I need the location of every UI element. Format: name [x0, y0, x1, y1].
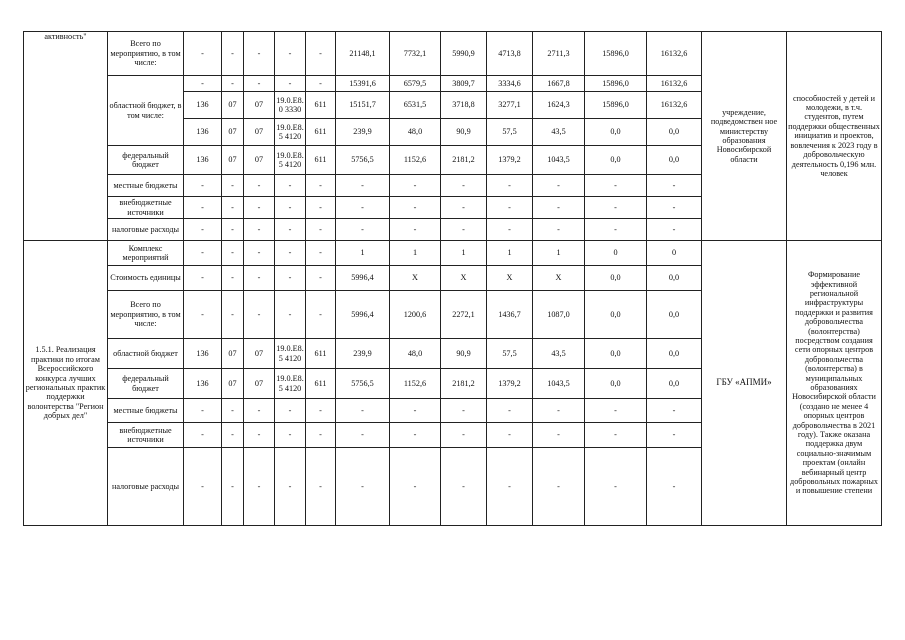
budget-cell: -: [275, 32, 306, 76]
budget-cell: 0,0: [647, 266, 702, 291]
budget-cell: 07: [244, 339, 275, 369]
budget-cell: -: [184, 266, 222, 291]
budget-cell: -: [306, 219, 336, 241]
responsible-organization-cell: учреждение, подведомствен ное министерству образования Новосибирской области: [702, 32, 787, 241]
budget-cell: -: [390, 197, 441, 219]
budget-cell: -: [585, 399, 647, 423]
budget-cell: -: [222, 76, 244, 92]
budget-cell: 0,0: [585, 266, 647, 291]
budget-cell: 1: [441, 241, 487, 266]
budget-cell: 239,9: [336, 119, 390, 146]
budget-cell: -: [275, 399, 306, 423]
budget-cell: -: [585, 448, 647, 526]
budget-cell: -: [647, 197, 702, 219]
budget-cell: 7732,1: [390, 32, 441, 76]
budget-cell: -: [244, 423, 275, 448]
budget-cell: 136: [184, 339, 222, 369]
budget-cell: 15896,0: [585, 76, 647, 92]
budget-cell: 5996,4: [336, 266, 390, 291]
budget-cell: -: [306, 448, 336, 526]
budget-cell: -: [222, 175, 244, 197]
budget-cell: 07: [244, 146, 275, 175]
budget-cell: -: [390, 175, 441, 197]
budget-cell: 21148,1: [336, 32, 390, 76]
budget-cell: 4713,8: [487, 32, 533, 76]
event-name-cell: активность": [24, 32, 108, 241]
budget-cell: 19.0.E8.0 3330: [275, 92, 306, 119]
budget-cell: 19.0.E8.5 4120: [275, 339, 306, 369]
budget-cell: -: [222, 219, 244, 241]
budget-cell: -: [184, 241, 222, 266]
budget-cell: -: [222, 291, 244, 339]
budget-cell: -: [306, 76, 336, 92]
budget-cell: -: [533, 219, 585, 241]
budget-cell: -: [487, 175, 533, 197]
budget-cell: -: [306, 291, 336, 339]
budget-cell: -: [184, 197, 222, 219]
budget-cell: 1379,2: [487, 369, 533, 399]
budget-cell: -: [222, 448, 244, 526]
funding-source-label: Комплекс мероприятий: [108, 241, 184, 266]
budget-cell: 48,0: [390, 119, 441, 146]
budget-cell: -: [222, 241, 244, 266]
budget-cell: -: [244, 241, 275, 266]
budget-cell: 1152,6: [390, 146, 441, 175]
budget-cell: -: [306, 399, 336, 423]
budget-cell: 15391,6: [336, 76, 390, 92]
budget-cell: Х: [533, 266, 585, 291]
budget-cell: -: [390, 423, 441, 448]
budget-cell: 1624,3: [533, 92, 585, 119]
budget-cell: 611: [306, 339, 336, 369]
budget-cell: -: [184, 76, 222, 92]
budget-cell: -: [390, 219, 441, 241]
budget-cell: 57,5: [487, 339, 533, 369]
budget-cell: 5996,4: [336, 291, 390, 339]
budget-cell: 0,0: [585, 146, 647, 175]
funding-source-label: Всего по мероприятию, в том числе:: [108, 32, 184, 76]
budget-cell: 1200,6: [390, 291, 441, 339]
budget-cell: -: [275, 423, 306, 448]
budget-cell: -: [275, 291, 306, 339]
budget-cell: -: [275, 76, 306, 92]
funding-source-label: федеральный бюджет: [108, 369, 184, 399]
budget-cell: 19.0.E8.5 4120: [275, 146, 306, 175]
budget-cell: -: [336, 423, 390, 448]
budget-cell: -: [275, 175, 306, 197]
budget-cell: 2181,2: [441, 369, 487, 399]
budget-cell: 611: [306, 119, 336, 146]
budget-cell: 239,9: [336, 339, 390, 369]
budget-cell: -: [487, 448, 533, 526]
budget-cell: -: [222, 423, 244, 448]
budget-cell: 1379,2: [487, 146, 533, 175]
budget-cell: 19.0.E8.5 4120: [275, 119, 306, 146]
budget-cell: 2181,2: [441, 146, 487, 175]
budget-cell: -: [533, 175, 585, 197]
funding-source-label: областной бюджет, в том числе:: [108, 76, 184, 146]
budget-cell: -: [184, 448, 222, 526]
budget-cell: 07: [244, 369, 275, 399]
budget-cell: 0,0: [585, 339, 647, 369]
budget-cell: -: [390, 399, 441, 423]
budget-cell: 6531,5: [390, 92, 441, 119]
budget-cell: 16132,6: [647, 32, 702, 76]
budget-cell: -: [647, 175, 702, 197]
budget-cell: -: [336, 399, 390, 423]
budget-cell: 43,5: [533, 119, 585, 146]
expected-result-cell: Формирование эффективной региональной инфраструктуры поддержки и развития добровольчества (волонтерства) посредством создания сети опорных центров добровольчества (волонтерства) в муниципальных образованиях Новосибирской области (создано не менее 4 опорных центров добровольчества в 2021 году). Также оказана поддержка двум социально-значимым проектам (онлайн вебинарный центр добровольных пожарных и повышение степени: [787, 241, 882, 526]
funding-source-label: местные бюджеты: [108, 399, 184, 423]
funding-source-label: местные бюджеты: [108, 175, 184, 197]
budget-cell: 15896,0: [585, 92, 647, 119]
budget-cell: 0: [585, 241, 647, 266]
budget-cell: -: [222, 266, 244, 291]
budget-cell: 136: [184, 92, 222, 119]
budget-cell: -: [275, 266, 306, 291]
budget-cell: 07: [244, 119, 275, 146]
budget-cell: -: [244, 197, 275, 219]
budget-cell: 136: [184, 146, 222, 175]
funding-source-label: Стоимость единицы: [108, 266, 184, 291]
budget-cell: -: [184, 175, 222, 197]
budget-cell: 0,0: [647, 339, 702, 369]
budget-cell: -: [275, 219, 306, 241]
budget-cell: 1: [533, 241, 585, 266]
budget-cell: 48,0: [390, 339, 441, 369]
budget-cell: 1436,7: [487, 291, 533, 339]
budget-cell: 0,0: [585, 369, 647, 399]
budget-cell: -: [184, 291, 222, 339]
budget-table-body: [24, 32, 882, 526]
budget-cell: -: [533, 423, 585, 448]
budget-cell: -: [647, 399, 702, 423]
funding-source-label: налоговые расходы: [108, 219, 184, 241]
budget-cell: -: [585, 423, 647, 448]
budget-cell: 90,9: [441, 119, 487, 146]
funding-source-label: областной бюджет: [108, 339, 184, 369]
budget-cell: 19.0.E8.5 4120: [275, 369, 306, 399]
budget-cell: -: [647, 423, 702, 448]
budget-cell: 1043,5: [533, 146, 585, 175]
budget-cell: 1087,0: [533, 291, 585, 339]
event-name-cell: 1.5.1. Реализация практики по итогам Всероссийского конкурса лучших региональных практик поддержки волонтерства "Регион добрых дел": [24, 241, 108, 526]
budget-cell: -: [306, 423, 336, 448]
budget-cell: 07: [222, 92, 244, 119]
budget-cell: -: [244, 219, 275, 241]
budget-cell: -: [184, 399, 222, 423]
budget-cell: 0: [647, 241, 702, 266]
budget-cell: -: [222, 32, 244, 76]
budget-cell: 136: [184, 119, 222, 146]
budget-cell: 3809,7: [441, 76, 487, 92]
budget-cell: -: [244, 399, 275, 423]
budget-cell: -: [184, 32, 222, 76]
budget-cell: 611: [306, 146, 336, 175]
budget-cell: 0,0: [647, 369, 702, 399]
budget-cell: 0,0: [647, 146, 702, 175]
budget-cell: -: [585, 175, 647, 197]
budget-cell: 07: [222, 146, 244, 175]
budget-cell: 0,0: [585, 119, 647, 146]
budget-cell: 1: [390, 241, 441, 266]
budget-cell: Х: [487, 266, 533, 291]
budget-cell: 3718,8: [441, 92, 487, 119]
budget-cell: -: [487, 197, 533, 219]
budget-cell: -: [244, 175, 275, 197]
budget-cell: -: [585, 219, 647, 241]
budget-cell: -: [275, 241, 306, 266]
budget-cell: -: [441, 423, 487, 448]
budget-cell: -: [306, 241, 336, 266]
budget-cell: -: [441, 448, 487, 526]
table-row: [24, 241, 882, 266]
budget-cell: 07: [222, 119, 244, 146]
budget-cell: -: [441, 175, 487, 197]
budget-cell: -: [222, 197, 244, 219]
budget-cell: 1667,8: [533, 76, 585, 92]
budget-cell: 136: [184, 369, 222, 399]
funding-source-label: налоговые расходы: [108, 448, 184, 526]
budget-cell: 16132,6: [647, 92, 702, 119]
budget-cell: 6579,5: [390, 76, 441, 92]
funding-source-label: федеральный бюджет: [108, 146, 184, 175]
budget-cell: -: [487, 399, 533, 423]
budget-cell: -: [336, 219, 390, 241]
budget-cell: 16132,6: [647, 76, 702, 92]
budget-cell: 3334,6: [487, 76, 533, 92]
budget-cell: Х: [390, 266, 441, 291]
budget-cell: 1: [336, 241, 390, 266]
budget-cell: -: [306, 175, 336, 197]
budget-cell: -: [306, 197, 336, 219]
budget-cell: -: [487, 219, 533, 241]
budget-cell: -: [336, 448, 390, 526]
budget-cell: -: [647, 448, 702, 526]
budget-cell: -: [647, 219, 702, 241]
budget-cell: -: [441, 197, 487, 219]
budget-cell: -: [336, 175, 390, 197]
table-row: [24, 32, 882, 76]
budget-cell: -: [222, 399, 244, 423]
budget-cell: -: [336, 197, 390, 219]
budget-cell: -: [306, 32, 336, 76]
budget-cell: -: [533, 197, 585, 219]
budget-cell: 2711,3: [533, 32, 585, 76]
budget-cell: -: [585, 197, 647, 219]
budget-cell: 15151,7: [336, 92, 390, 119]
budget-cell: 611: [306, 92, 336, 119]
responsible-organization-cell: ГБУ «АПМИ»: [702, 241, 787, 526]
budget-cell: -: [533, 399, 585, 423]
budget-cell: -: [306, 266, 336, 291]
budget-cell: 07: [222, 339, 244, 369]
budget-cell: 0,0: [585, 291, 647, 339]
budget-cell: 15896,0: [585, 32, 647, 76]
budget-cell: 2272,1: [441, 291, 487, 339]
budget-cell: 43,5: [533, 339, 585, 369]
budget-cell: 3277,1: [487, 92, 533, 119]
budget-cell: -: [244, 448, 275, 526]
budget-cell: 1043,5: [533, 369, 585, 399]
budget-cell: 07: [222, 369, 244, 399]
budget-cell: Х: [441, 266, 487, 291]
budget-cell: 1: [487, 241, 533, 266]
budget-cell: 1152,6: [390, 369, 441, 399]
budget-cell: -: [487, 423, 533, 448]
budget-cell: 0,0: [647, 119, 702, 146]
budget-cell: 5756,5: [336, 369, 390, 399]
funding-source-label: внебюджетные источники: [108, 423, 184, 448]
budget-cell: -: [184, 423, 222, 448]
budget-cell: -: [533, 448, 585, 526]
budget-cell: -: [244, 32, 275, 76]
budget-cell: -: [244, 76, 275, 92]
budget-cell: -: [441, 219, 487, 241]
budget-cell: 57,5: [487, 119, 533, 146]
budget-cell: 5756,5: [336, 146, 390, 175]
budget-cell: 07: [244, 92, 275, 119]
budget-cell: -: [275, 197, 306, 219]
budget-cell: 611: [306, 369, 336, 399]
budget-cell: -: [390, 448, 441, 526]
budget-cell: -: [244, 291, 275, 339]
budget-cell: -: [275, 448, 306, 526]
budget-table: [23, 31, 882, 526]
budget-cell: 0,0: [647, 291, 702, 339]
budget-cell: -: [441, 399, 487, 423]
budget-cell: -: [184, 219, 222, 241]
budget-cell: -: [244, 266, 275, 291]
expected-result-cell: способностей у детей и молодежи, в т.ч. студентов, путем поддержки общественных инициатив и проектов, вовлечения к 2023 году в добровольческую деятельность 0,196 млн. человек: [787, 32, 882, 241]
budget-cell: 90,9: [441, 339, 487, 369]
funding-source-label: внебюджетные источники: [108, 197, 184, 219]
budget-cell: 5990,9: [441, 32, 487, 76]
funding-source-label: Всего по мероприятию, в том числе:: [108, 291, 184, 339]
